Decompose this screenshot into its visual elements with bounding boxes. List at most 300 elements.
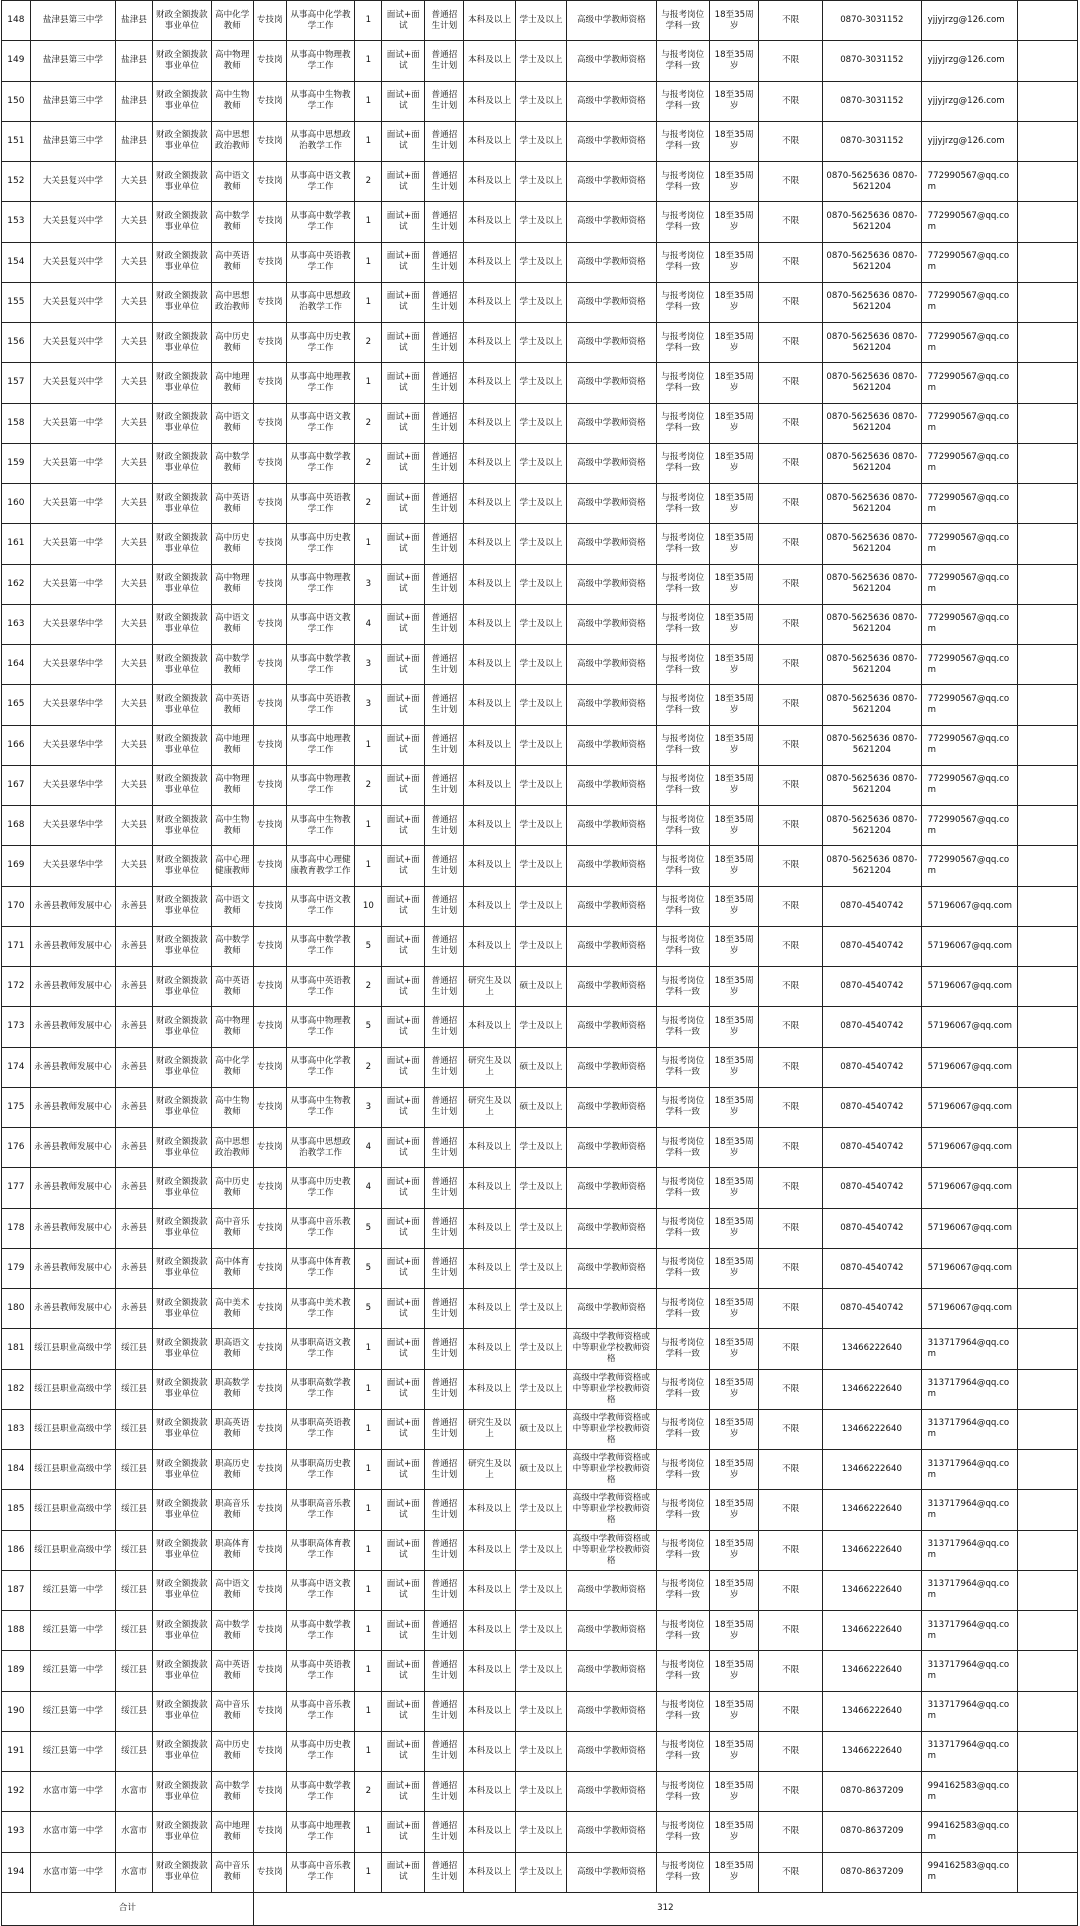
cell-education: 本科及以上 [464, 564, 515, 604]
cell-other-requirement: 不限 [759, 1772, 823, 1812]
cell-education: 本科及以上 [464, 806, 515, 846]
cell-other-requirement: 不限 [759, 524, 823, 564]
cell-education: 本科及以上 [464, 524, 515, 564]
cell-headcount: 2 [355, 1772, 382, 1812]
cell-exam-method: 面试+面试 [382, 1731, 425, 1771]
cell-employer: 大关县复兴中学 [30, 282, 115, 322]
cell-county: 绥江县 [116, 1409, 153, 1449]
cell-phone: 13466222640 [823, 1450, 922, 1490]
cell-major-requirement: 与报考岗位学科一致 [656, 1329, 709, 1369]
cell-funding-type: 财政全额拨款事业单位 [153, 1772, 212, 1812]
cell-post-category: 专技岗 [253, 1168, 286, 1208]
cell-extra [1018, 1530, 1078, 1570]
cell-education: 本科及以上 [464, 484, 515, 524]
cell-other-requirement: 不限 [759, 323, 823, 363]
cell-headcount: 1 [355, 1409, 382, 1449]
cell-age-range: 18至35周岁 [709, 926, 758, 966]
cell-row-number: 173 [2, 1007, 31, 1047]
cell-phone: 13466222640 [823, 1611, 922, 1651]
cell-employer: 永善县教师发展中心 [30, 1087, 115, 1127]
cell-funding-type: 财政全额拨款事业单位 [153, 725, 212, 765]
cell-county: 盐津县 [116, 81, 153, 121]
cell-post-category: 专技岗 [253, 484, 286, 524]
cell-employer: 盐津县第三中学 [30, 121, 115, 161]
cell-job-description: 从事高中生物教学工作 [286, 81, 355, 121]
table-row [2, 846, 1078, 886]
cell-education: 研究生及以上 [464, 1047, 515, 1087]
cell-position-name: 高中生物教师 [211, 806, 253, 846]
cell-email: 313717964@qq.com [921, 1691, 1018, 1731]
cell-headcount: 5 [355, 1289, 382, 1329]
cell-phone: 0870-5625636 0870-5621204 [823, 645, 922, 685]
cell-employer: 大关县复兴中学 [30, 242, 115, 282]
cell-post-category: 专技岗 [253, 1450, 286, 1490]
cell-job-description: 从事高中音乐教学工作 [286, 1208, 355, 1248]
cell-extra [1018, 1128, 1078, 1168]
cell-phone: 0870-3031152 [823, 41, 922, 81]
cell-phone: 0870-5625636 0870-5621204 [823, 162, 922, 202]
cell-extra [1018, 645, 1078, 685]
cell-extra [1018, 1208, 1078, 1248]
cell-row-number: 163 [2, 604, 31, 644]
cell-row-number: 180 [2, 1289, 31, 1329]
cell-degree: 学士及以上 [515, 162, 566, 202]
cell-county: 大关县 [116, 765, 153, 805]
cell-other-requirement: 不限 [759, 242, 823, 282]
cell-phone: 0870-5625636 0870-5621204 [823, 363, 922, 403]
cell-degree: 学士及以上 [515, 443, 566, 483]
cell-degree: 学士及以上 [515, 41, 566, 81]
cell-headcount: 3 [355, 564, 382, 604]
cell-employer: 大关县翠华中学 [30, 604, 115, 644]
cell-exam-method: 面试+面试 [382, 363, 425, 403]
cell-headcount: 4 [355, 604, 382, 644]
cell-other-requirement: 不限 [759, 806, 823, 846]
cell-phone: 0870-4540742 [823, 926, 922, 966]
cell-teacher-qualification: 高级中学教师资格 [567, 685, 656, 725]
cell-major-requirement: 与报考岗位学科一致 [656, 1731, 709, 1771]
cell-exam-method: 面试+面试 [382, 524, 425, 564]
cell-position-name: 高中历史教师 [211, 323, 253, 363]
cell-county: 永善县 [116, 1168, 153, 1208]
cell-major-requirement: 与报考岗位学科一致 [656, 685, 709, 725]
cell-enrollment-plan: 普通招生计划 [425, 1731, 464, 1771]
cell-major-requirement: 与报考岗位学科一致 [656, 1570, 709, 1610]
cell-county: 水富市 [116, 1852, 153, 1892]
cell-phone: 0870-5625636 0870-5621204 [823, 282, 922, 322]
cell-age-range: 18至35周岁 [709, 1691, 758, 1731]
cell-position-name: 高中音乐教师 [211, 1852, 253, 1892]
cell-extra [1018, 443, 1078, 483]
cell-degree: 学士及以上 [515, 846, 566, 886]
cell-email: 772990567@qq.com [921, 162, 1018, 202]
cell-age-range: 18至35周岁 [709, 1450, 758, 1490]
cell-extra [1018, 1087, 1078, 1127]
cell-post-category: 专技岗 [253, 1047, 286, 1087]
cell-email: 772990567@qq.com [921, 846, 1018, 886]
cell-headcount: 10 [355, 886, 382, 926]
cell-email: 57196067@qq.com [921, 1289, 1018, 1329]
cell-row-number: 168 [2, 806, 31, 846]
cell-employer: 盐津县第三中学 [30, 81, 115, 121]
cell-phone: 13466222640 [823, 1570, 922, 1610]
table-row [2, 323, 1078, 363]
cell-county: 大关县 [116, 242, 153, 282]
cell-phone: 0870-4540742 [823, 1248, 922, 1288]
cell-degree: 学士及以上 [515, 403, 566, 443]
cell-headcount: 1 [355, 1852, 382, 1892]
cell-employer: 盐津县第三中学 [30, 41, 115, 81]
cell-post-category: 专技岗 [253, 1, 286, 41]
cell-age-range: 18至35周岁 [709, 202, 758, 242]
cell-enrollment-plan: 普通招生计划 [425, 403, 464, 443]
cell-job-description: 从事高中化学教学工作 [286, 1047, 355, 1087]
cell-email: 772990567@qq.com [921, 202, 1018, 242]
cell-degree: 学士及以上 [515, 1691, 566, 1731]
cell-county: 大关县 [116, 604, 153, 644]
cell-headcount: 1 [355, 121, 382, 161]
cell-enrollment-plan: 普通招生计划 [425, 806, 464, 846]
cell-enrollment-plan: 普通招生计划 [425, 1248, 464, 1288]
cell-position-name: 高中思想政治教师 [211, 121, 253, 161]
cell-funding-type: 财政全额拨款事业单位 [153, 121, 212, 161]
cell-funding-type: 财政全额拨款事业单位 [153, 1409, 212, 1449]
cell-job-description: 从事职高英语教学工作 [286, 1409, 355, 1449]
cell-exam-method: 面试+面试 [382, 484, 425, 524]
cell-job-description: 从事高中物理教学工作 [286, 1007, 355, 1047]
cell-major-requirement: 与报考岗位学科一致 [656, 846, 709, 886]
cell-county: 大关县 [116, 806, 153, 846]
cell-age-range: 18至35周岁 [709, 645, 758, 685]
cell-employer: 永善县教师发展中心 [30, 1128, 115, 1168]
cell-post-category: 专技岗 [253, 443, 286, 483]
cell-email: 772990567@qq.com [921, 484, 1018, 524]
cell-employer: 绥江县职业高级中学 [30, 1409, 115, 1449]
cell-degree: 学士及以上 [515, 1772, 566, 1812]
cell-post-category: 专技岗 [253, 121, 286, 161]
cell-enrollment-plan: 普通招生计划 [425, 564, 464, 604]
cell-position-name: 高中数学教师 [211, 1772, 253, 1812]
cell-extra [1018, 1289, 1078, 1329]
cell-exam-method: 面试+面试 [382, 604, 425, 644]
cell-education: 本科及以上 [464, 1248, 515, 1288]
cell-age-range: 18至35周岁 [709, 1248, 758, 1288]
cell-age-range: 18至35周岁 [709, 604, 758, 644]
table-row [2, 765, 1078, 805]
table-row [2, 685, 1078, 725]
cell-enrollment-plan: 普通招生计划 [425, 1047, 464, 1087]
cell-headcount: 1 [355, 1691, 382, 1731]
cell-row-number: 150 [2, 81, 31, 121]
cell-post-category: 专技岗 [253, 1128, 286, 1168]
cell-employer: 大关县第一中学 [30, 443, 115, 483]
cell-major-requirement: 与报考岗位学科一致 [656, 1530, 709, 1570]
cell-job-description: 从事高中音乐教学工作 [286, 1691, 355, 1731]
cell-education: 本科及以上 [464, 443, 515, 483]
table-row [2, 1128, 1078, 1168]
cell-county: 大关县 [116, 282, 153, 322]
cell-headcount: 1 [355, 725, 382, 765]
cell-teacher-qualification: 高级中学教师资格 [567, 403, 656, 443]
table-row [2, 967, 1078, 1007]
cell-degree: 学士及以上 [515, 886, 566, 926]
cell-post-category: 专技岗 [253, 1369, 286, 1409]
cell-education: 本科及以上 [464, 81, 515, 121]
cell-major-requirement: 与报考岗位学科一致 [656, 282, 709, 322]
cell-position-name: 高中数学教师 [211, 645, 253, 685]
cell-position-name: 高中语文教师 [211, 604, 253, 644]
cell-headcount: 1 [355, 81, 382, 121]
cell-county: 大关县 [116, 564, 153, 604]
cell-post-category: 专技岗 [253, 202, 286, 242]
cell-education: 本科及以上 [464, 1289, 515, 1329]
cell-county: 大关县 [116, 685, 153, 725]
cell-enrollment-plan: 普通招生计划 [425, 202, 464, 242]
cell-job-description: 从事高中历史教学工作 [286, 323, 355, 363]
cell-enrollment-plan: 普通招生计划 [425, 1490, 464, 1530]
cell-funding-type: 财政全额拨款事业单位 [153, 1369, 212, 1409]
cell-other-requirement: 不限 [759, 1289, 823, 1329]
cell-post-category: 专技岗 [253, 1772, 286, 1812]
cell-age-range: 18至35周岁 [709, 1852, 758, 1892]
cell-row-number: 188 [2, 1611, 31, 1651]
cell-teacher-qualification: 高级中学教师资格或中等职业学校教师资格 [567, 1369, 656, 1409]
cell-job-description: 从事高中数学教学工作 [286, 1611, 355, 1651]
cell-phone: 0870-8637209 [823, 1772, 922, 1812]
cell-education: 本科及以上 [464, 846, 515, 886]
cell-post-category: 专技岗 [253, 162, 286, 202]
cell-phone: 0870-3031152 [823, 121, 922, 161]
cell-enrollment-plan: 普通招生计划 [425, 645, 464, 685]
cell-extra [1018, 162, 1078, 202]
cell-education: 本科及以上 [464, 202, 515, 242]
cell-funding-type: 财政全额拨款事业单位 [153, 1691, 212, 1731]
cell-education: 研究生及以上 [464, 967, 515, 1007]
cell-teacher-qualification: 高级中学教师资格 [567, 765, 656, 805]
cell-county: 永善县 [116, 926, 153, 966]
cell-exam-method: 面试+面试 [382, 1570, 425, 1610]
cell-extra [1018, 282, 1078, 322]
cell-row-number: 190 [2, 1691, 31, 1731]
cell-phone: 0870-5625636 0870-5621204 [823, 846, 922, 886]
cell-headcount: 1 [355, 1812, 382, 1852]
table-row [2, 886, 1078, 926]
cell-major-requirement: 与报考岗位学科一致 [656, 41, 709, 81]
cell-extra [1018, 1248, 1078, 1288]
cell-post-category: 专技岗 [253, 1329, 286, 1369]
cell-post-category: 专技岗 [253, 524, 286, 564]
cell-major-requirement: 与报考岗位学科一致 [656, 1651, 709, 1691]
cell-row-number: 176 [2, 1128, 31, 1168]
cell-employer: 永善县教师发展中心 [30, 926, 115, 966]
cell-extra [1018, 1852, 1078, 1892]
cell-major-requirement: 与报考岗位学科一致 [656, 121, 709, 161]
cell-email: 772990567@qq.com [921, 564, 1018, 604]
cell-post-category: 专技岗 [253, 1731, 286, 1771]
cell-exam-method: 面试+面试 [382, 846, 425, 886]
cell-post-category: 专技岗 [253, 1087, 286, 1127]
cell-degree: 学士及以上 [515, 202, 566, 242]
table-row [2, 202, 1078, 242]
cell-funding-type: 财政全额拨款事业单位 [153, 1248, 212, 1288]
cell-teacher-qualification: 高级中学教师资格 [567, 81, 656, 121]
cell-county: 大关县 [116, 323, 153, 363]
cell-position-name: 高中体育教师 [211, 1248, 253, 1288]
cell-employer: 绥江县第一中学 [30, 1611, 115, 1651]
cell-email: yjjyjrzg@126.com [921, 1, 1018, 41]
cell-county: 大关县 [116, 363, 153, 403]
cell-major-requirement: 与报考岗位学科一致 [656, 1369, 709, 1409]
cell-exam-method: 面试+面试 [382, 242, 425, 282]
cell-exam-method: 面试+面试 [382, 121, 425, 161]
cell-extra [1018, 524, 1078, 564]
cell-post-category: 专技岗 [253, 242, 286, 282]
cell-funding-type: 财政全额拨款事业单位 [153, 1329, 212, 1369]
cell-row-number: 158 [2, 403, 31, 443]
cell-row-number: 193 [2, 1812, 31, 1852]
cell-other-requirement: 不限 [759, 1208, 823, 1248]
cell-teacher-qualification: 高级中学教师资格 [567, 1691, 656, 1731]
cell-degree: 学士及以上 [515, 121, 566, 161]
cell-major-requirement: 与报考岗位学科一致 [656, 1248, 709, 1288]
cell-teacher-qualification: 高级中学教师资格 [567, 1128, 656, 1168]
cell-job-description: 从事职高历史教学工作 [286, 1450, 355, 1490]
cell-county: 盐津县 [116, 121, 153, 161]
cell-email: 313717964@qq.com [921, 1450, 1018, 1490]
cell-enrollment-plan: 普通招生计划 [425, 1691, 464, 1731]
cell-position-name: 高中思想政治教师 [211, 1128, 253, 1168]
cell-education: 本科及以上 [464, 1490, 515, 1530]
cell-other-requirement: 不限 [759, 1450, 823, 1490]
cell-degree: 学士及以上 [515, 81, 566, 121]
cell-position-name: 高中英语教师 [211, 685, 253, 725]
cell-phone: 0870-5625636 0870-5621204 [823, 202, 922, 242]
cell-post-category: 专技岗 [253, 1409, 286, 1449]
cell-education: 本科及以上 [464, 1651, 515, 1691]
table-row [2, 121, 1078, 161]
cell-major-requirement: 与报考岗位学科一致 [656, 564, 709, 604]
cell-row-number: 192 [2, 1772, 31, 1812]
cell-extra [1018, 886, 1078, 926]
cell-age-range: 18至35周岁 [709, 162, 758, 202]
cell-degree: 学士及以上 [515, 1369, 566, 1409]
cell-other-requirement: 不限 [759, 1530, 823, 1570]
cell-headcount: 2 [355, 403, 382, 443]
table-row [2, 443, 1078, 483]
cell-email: 57196067@qq.com [921, 1168, 1018, 1208]
cell-degree: 学士及以上 [515, 1007, 566, 1047]
cell-degree: 硕士及以上 [515, 1087, 566, 1127]
cell-other-requirement: 不限 [759, 645, 823, 685]
cell-phone: 0870-5625636 0870-5621204 [823, 685, 922, 725]
cell-headcount: 1 [355, 41, 382, 81]
cell-age-range: 18至35周岁 [709, 1369, 758, 1409]
cell-age-range: 18至35周岁 [709, 323, 758, 363]
cell-exam-method: 面试+面试 [382, 564, 425, 604]
cell-exam-method: 面试+面试 [382, 765, 425, 805]
cell-row-number: 165 [2, 685, 31, 725]
cell-job-description: 从事高中英语教学工作 [286, 685, 355, 725]
cell-row-number: 157 [2, 363, 31, 403]
cell-employer: 绥江县职业高级中学 [30, 1369, 115, 1409]
cell-post-category: 专技岗 [253, 1248, 286, 1288]
cell-teacher-qualification: 高级中学教师资格 [567, 524, 656, 564]
cell-job-description: 从事高中物理教学工作 [286, 564, 355, 604]
cell-funding-type: 财政全额拨款事业单位 [153, 967, 212, 1007]
table-row [2, 1369, 1078, 1409]
cell-age-range: 18至35周岁 [709, 41, 758, 81]
cell-employer: 永善县教师发展中心 [30, 886, 115, 926]
cell-other-requirement: 不限 [759, 1731, 823, 1771]
cell-job-description: 从事职高语文教学工作 [286, 1329, 355, 1369]
cell-major-requirement: 与报考岗位学科一致 [656, 363, 709, 403]
cell-extra [1018, 846, 1078, 886]
cell-exam-method: 面试+面试 [382, 967, 425, 1007]
cell-extra [1018, 1731, 1078, 1771]
cell-exam-method: 面试+面试 [382, 1490, 425, 1530]
cell-enrollment-plan: 普通招生计划 [425, 1329, 464, 1369]
cell-email: 57196067@qq.com [921, 886, 1018, 926]
cell-position-name: 高中语文教师 [211, 1570, 253, 1610]
cell-teacher-qualification: 高级中学教师资格或中等职业学校教师资格 [567, 1409, 656, 1449]
cell-major-requirement: 与报考岗位学科一致 [656, 604, 709, 644]
cell-county: 绥江县 [116, 1450, 153, 1490]
cell-teacher-qualification: 高级中学教师资格 [567, 1208, 656, 1248]
cell-email: yjjyjrzg@126.com [921, 81, 1018, 121]
cell-funding-type: 财政全额拨款事业单位 [153, 162, 212, 202]
cell-employer: 永善县教师发展中心 [30, 1047, 115, 1087]
cell-job-description: 从事高中数学教学工作 [286, 443, 355, 483]
cell-education: 本科及以上 [464, 1772, 515, 1812]
cell-employer: 永善县教师发展中心 [30, 1248, 115, 1288]
cell-phone: 13466222640 [823, 1651, 922, 1691]
cell-row-number: 167 [2, 765, 31, 805]
cell-education: 研究生及以上 [464, 1087, 515, 1127]
cell-other-requirement: 不限 [759, 1651, 823, 1691]
cell-major-requirement: 与报考岗位学科一致 [656, 1691, 709, 1731]
table-row [2, 1087, 1078, 1127]
cell-post-category: 专技岗 [253, 645, 286, 685]
cell-funding-type: 财政全额拨款事业单位 [153, 1530, 212, 1570]
cell-job-description: 从事高中美术教学工作 [286, 1289, 355, 1329]
cell-position-name: 高中生物教师 [211, 81, 253, 121]
cell-headcount: 1 [355, 242, 382, 282]
cell-age-range: 18至35周岁 [709, 1289, 758, 1329]
cell-county: 水富市 [116, 1772, 153, 1812]
cell-teacher-qualification: 高级中学教师资格 [567, 1812, 656, 1852]
cell-email: 313717964@qq.com [921, 1490, 1018, 1530]
cell-row-number: 160 [2, 484, 31, 524]
cell-extra [1018, 1369, 1078, 1409]
cell-education: 本科及以上 [464, 242, 515, 282]
cell-degree: 学士及以上 [515, 725, 566, 765]
cell-position-name: 高中语文教师 [211, 886, 253, 926]
cell-extra [1018, 685, 1078, 725]
cell-degree: 学士及以上 [515, 323, 566, 363]
table-row [2, 1490, 1078, 1530]
cell-education: 本科及以上 [464, 886, 515, 926]
cell-education: 本科及以上 [464, 685, 515, 725]
cell-county: 大关县 [116, 443, 153, 483]
cell-position-name: 高中美术教师 [211, 1289, 253, 1329]
cell-major-requirement: 与报考岗位学科一致 [656, 725, 709, 765]
cell-row-number: 179 [2, 1248, 31, 1288]
cell-post-category: 专技岗 [253, 323, 286, 363]
cell-education: 本科及以上 [464, 645, 515, 685]
cell-funding-type: 财政全额拨款事业单位 [153, 1, 212, 41]
cell-employer: 绥江县职业高级中学 [30, 1490, 115, 1530]
cell-funding-type: 财政全额拨款事业单位 [153, 685, 212, 725]
